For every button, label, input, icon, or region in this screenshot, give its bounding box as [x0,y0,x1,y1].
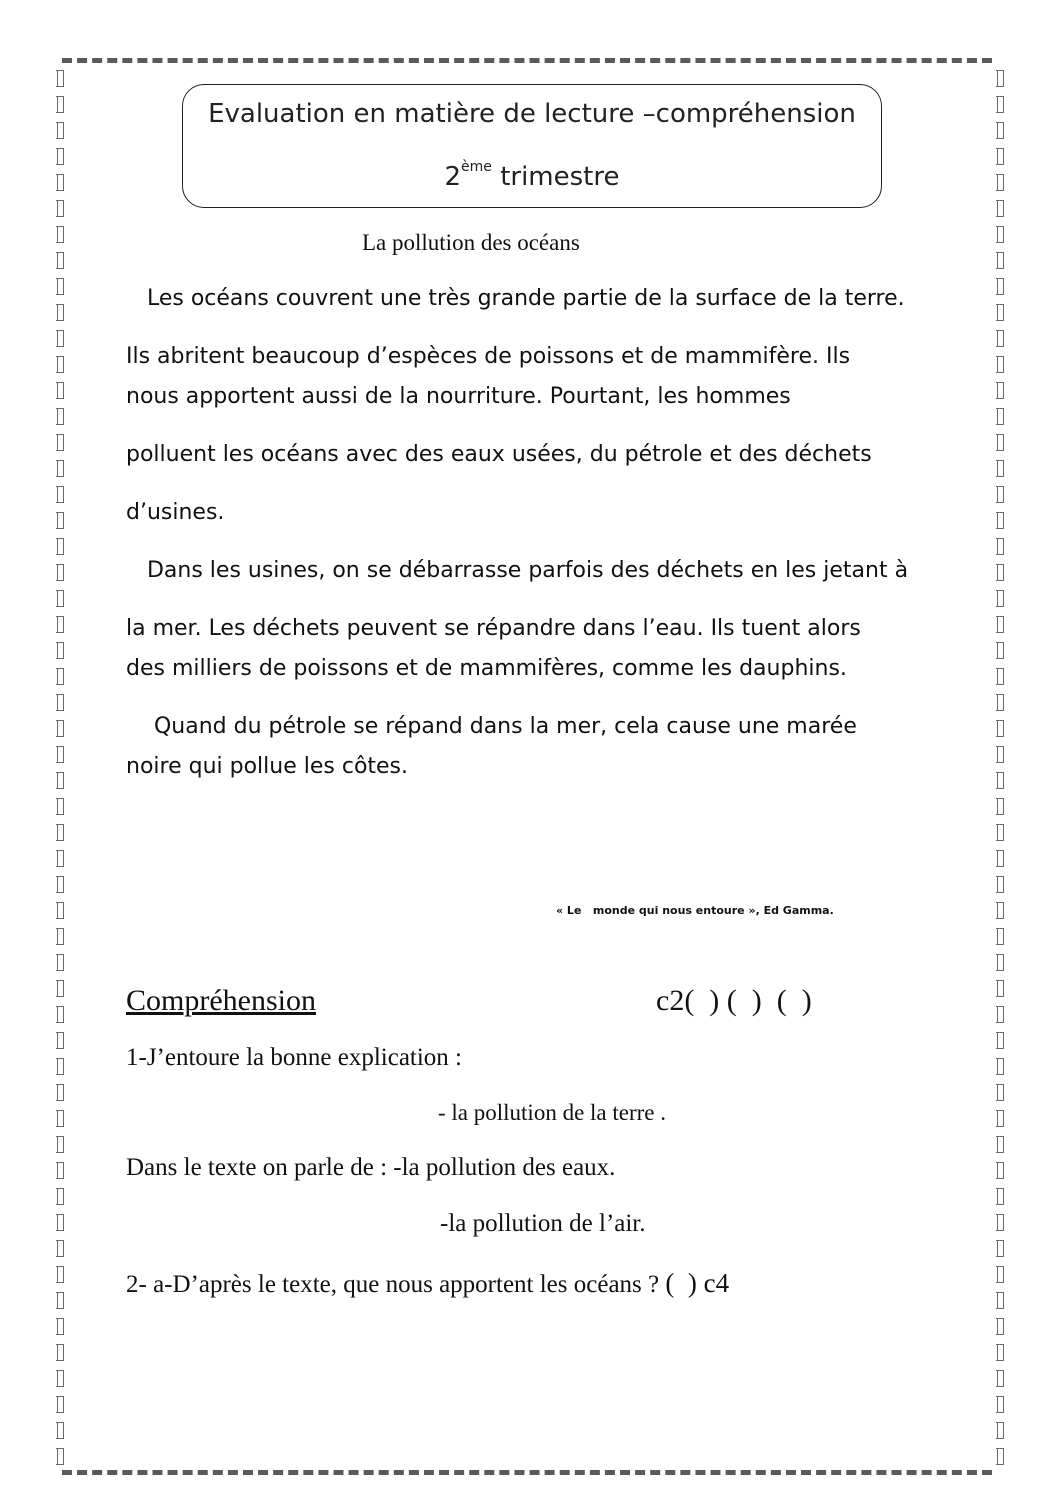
title-box [182,84,882,208]
question-1-option-earth[interactable]: - la pollution de la terre . [438,1100,667,1125]
page-border-top [62,58,992,63]
competence-code: c2( ) ( ) ( ) [656,984,812,1017]
text-line: Ils abritent beaucoup d’espèces de poissons et de mammifère. Ils [126,344,851,369]
text-line: nous apportent aussi de la nourriture. Pourtant, les hommes [126,384,791,409]
question-1-stem: Dans le texte on parle de : -la pollution des eaux. [126,1154,616,1181]
page-border-right [996,66,1004,1466]
question-1-prompt: 1-J’entoure la bonne explication : [126,1044,462,1071]
page-border-bottom [62,1470,992,1475]
text-line: des milliers de poissons et de mammifères, comme les dauphins. [126,656,847,681]
comprehension-heading: Compréhension [126,984,316,1017]
text-line: polluent les océans avec des eaux usées, du pétrole et des déchets [126,442,872,467]
term-label [183,159,881,192]
question-1-option-air[interactable]: -la pollution de l’air. [440,1210,646,1237]
text-line: Quand du pétrole se répand dans la mer, cela cause une marée [126,714,857,739]
question-1-option-water[interactable]: -la pollution des eaux. [393,1154,616,1181]
question-2-code: ( ) c4 [665,1268,730,1298]
term-suffix: ème [461,159,492,175]
term-word: trimestre [500,162,620,192]
question-2-prompt: 2- a-D’après le texte, que nous apportent les océans ? [126,1271,660,1298]
question-2 [126,1268,729,1299]
text-line: Dans les usines, on se débarrasse parfois des déchets en les jetant à [126,558,909,583]
page-border-left [56,66,64,1466]
text-line: d’usines. [126,500,225,525]
term-number: 2 [444,162,462,192]
evaluation-title: Evaluation en matière de lecture –compréhension [208,99,856,129]
text-line: noire qui pollue les côtes. [126,754,409,779]
text-title: La pollution des océans [362,230,580,255]
text-line: Les océans couvrent une très grande partie de la surface de la terre. [126,286,905,311]
source-citation: « Le monde qui nous entoure », Ed Gamma. [556,904,834,917]
text-line: la mer. Les déchets peuvent se répandre dans l’eau. Ils tuent alors [126,616,861,641]
